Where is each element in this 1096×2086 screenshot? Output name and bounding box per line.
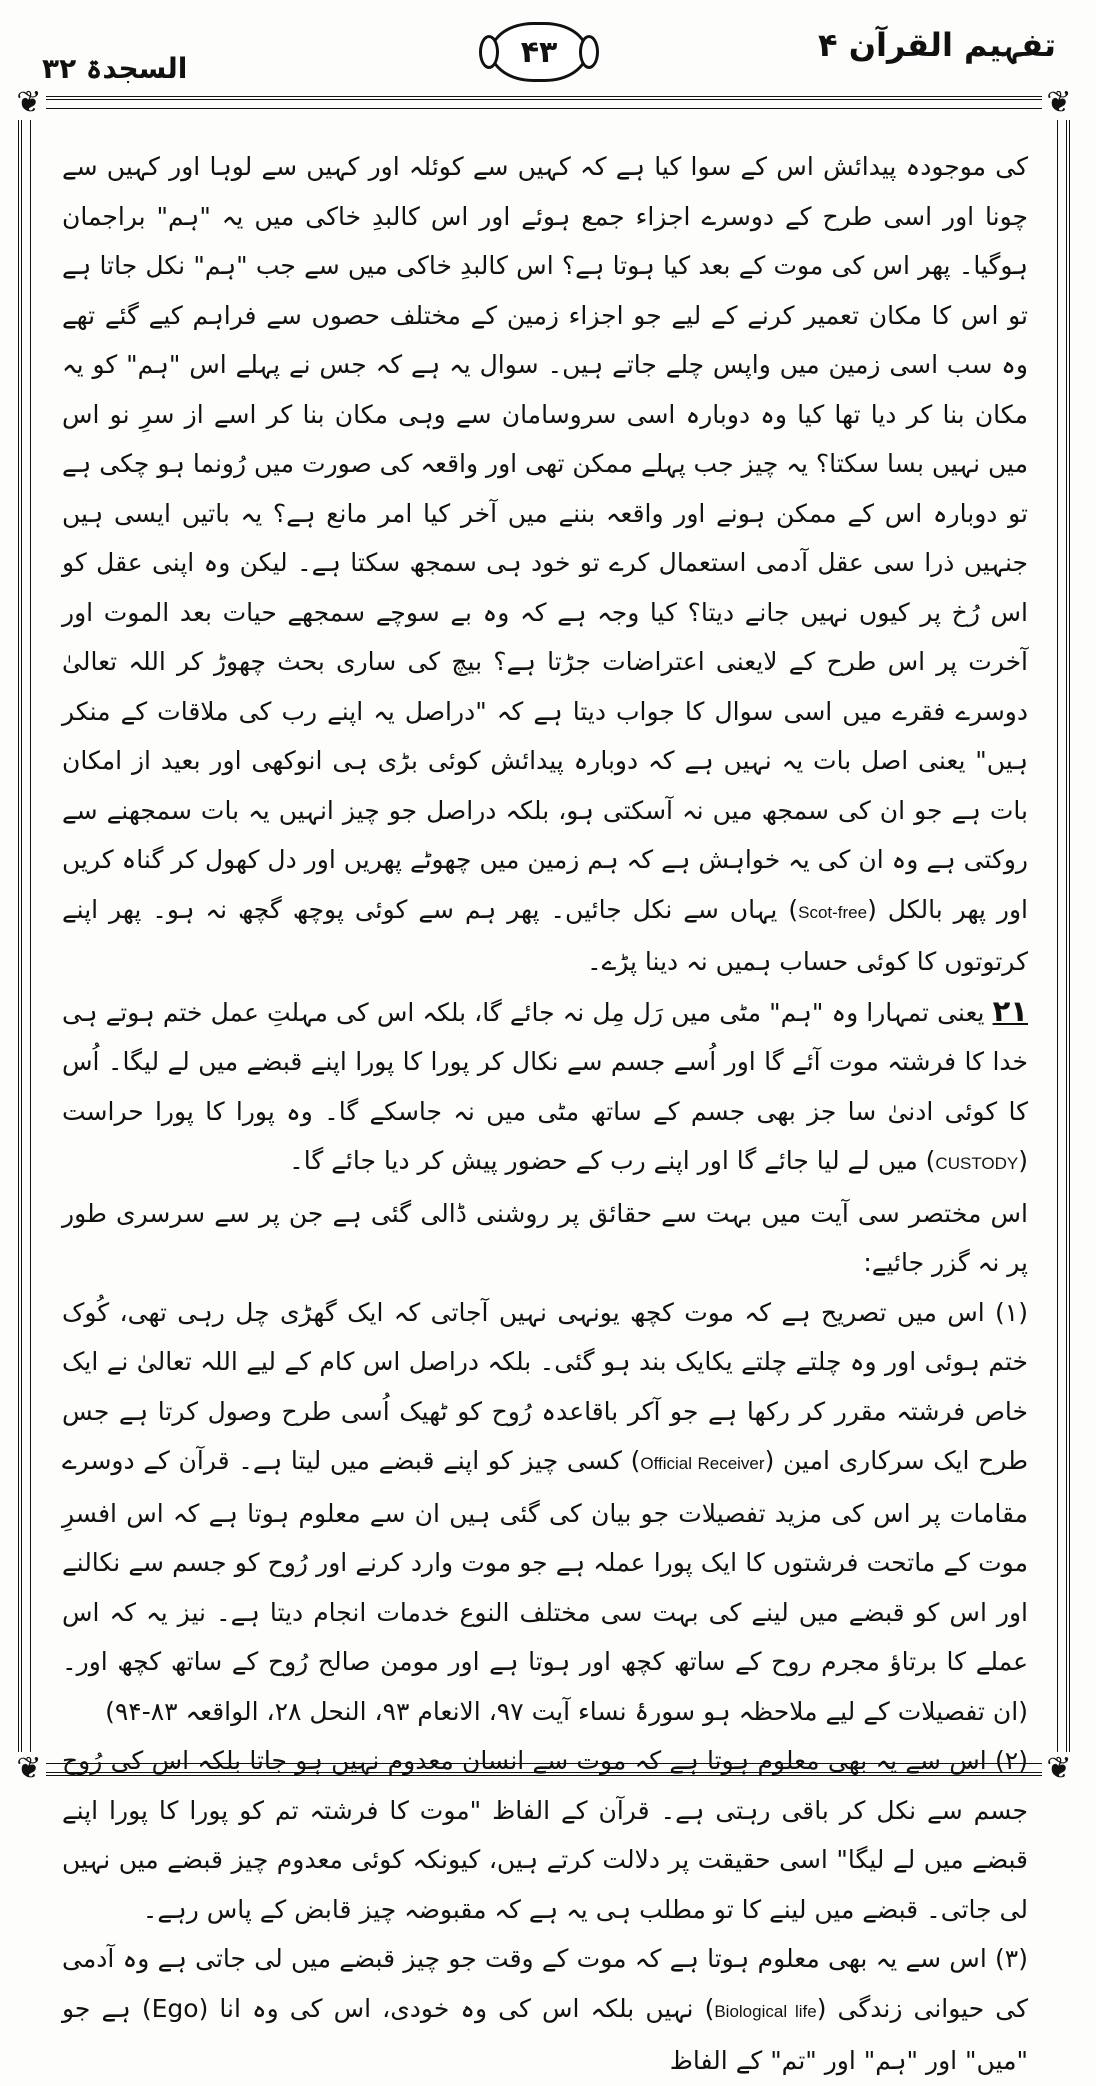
corner-ornament-icon: ❦ <box>1042 1752 1076 1786</box>
paragraph: کی موجودہ پیدائش اس کے سوا کیا ہے کہ کہیں سے کوئلہ اور کہیں سے لوہا اور کہیں سے چونا اور اسی طرح کے دوسرے اجزاء جمع ہوئے اور اس کالبدِ خاکی میں یہ "ہم" براجمان ہوگیا۔ پھر اس کی موت کے بعد کیا ہوتا ہے؟ اس کالبدِ خاکی میں سے جب "ہم" نکل جاتا ہے تو اس کا مکان تعمیر کرنے کے لیے جو اجزاء زمین کے مختلف حصوں سے فراہم کیے گئے تھے وہ سب اسی زمین میں واپس چلے جاتے ہیں۔ سوال یہ ہے کہ جس نے پہلے اس "ہم" کو یہ مکان بنا کر دیا تھا کیا وہ دوبارہ اسی سروسامان سے وہی مکان بنا کر اسے از سرِ نو اس میں نہیں بسا سکتا؟ یہ چیز جب پہلے ممکن تھی اور واقعہ کی صورت میں رُونما ہو چکی ہے تو دوبارہ اس کے ممکن ہونے اور واقعہ بننے میں آخر کیا امر مانع ہے؟ یہ باتیں ایسی ہیں جنہیں ذرا سی عقل آدمی استعمال کرے تو خود ہی سمجھ سکتا ہے۔ لیکن وہ اپنی عقل کو اس رُخ پر کیوں نہیں جانے دیتا؟ کیا وجہ ہے کہ وہ بے سوچے سمجھے حیات بعد الموت اور آخرت پر اس طرح کے لایعنی اعتراضات جڑتا ہے؟ بیچ کی ساری بحث چھوڑ کر اللہ تعالیٰ دوسرے فقرے میں اسی سوال کا جواب دیتا ہے کہ "دراصل یہ اپنے رب کی ملاقات کے منکر ہیں" یعنی اصل بات یہ نہیں ہے کہ دوبارہ پیدائش کوئی بڑی ہی انوکھی اور بعید از امکان بات ہے جو ان کی سمجھ میں نہ آسکتی ہو، بلکہ دراصل جو چیز انہیں یہ بات سمجھنے سے روکتی ہے وہ ان کی یہ خواہش ہے کہ ہم زمین میں چھوٹے پھریں اور دل کھول کر گناہ کریں اور پھر بالکل (Scot-free) یہاں سے نکل جائیں۔ پھر ہم سے کوئی پوچھ گچھ نہ ہو۔ پھر اپنے کرتوتوں کا کوئی حساب ہمیں نہ دینا پڑے۔ <box>62 152 1028 976</box>
footnote-number: ۲۱ <box>992 993 1028 1028</box>
paragraph: اس مختصر سی آیت میں بہت سے حقائق پر روشنی ڈالی گئی ہے جن پر سے سرسری طور پر نہ گزر جائیے: <box>62 1198 1028 1277</box>
english-term: Official Receiver <box>640 1454 765 1473</box>
paragraph: (۳) اس سے یہ بھی معلوم ہوتا ہے کہ موت کے وقت جو چیز قبضے میں لی جاتی ہے وہ آدمی کی حیوانی زندگی (Biological life) نہیں بلکہ اس کی وہ خودی، اس کی وہ انا (Ego) ہے جو "میں" اور "ہم" اور "تم" کے الفاظ <box>62 1944 1028 2075</box>
paragraph: (۲) اس سے یہ بھی معلوم ہوتا ہے کہ موت سے انسان معدوم نہیں ہو جاتا بلکہ اس کی رُوح جسم سے نکل کر باقی رہتی ہے۔ قرآن کے الفاظ "موت کا فرشتہ تم کو پورا کا پورا اپنے قبضے میں لے لیگا" اسی حقیقت پر دلالت کرتے ہیں، کیونکہ کوئی معدوم چیز قبضے میں نہیں لی جاتی۔ قبضے میں لینے کا تو مطلب ہی یہ ہے کہ مقبوضہ چیز قابض کے پاس رہے۔ <box>62 1746 1028 1924</box>
commentary-text <box>62 142 1028 2086</box>
paragraph: (۱) اس میں تصریح ہے کہ موت کچھ یونہی نہیں آجاتی کہ ایک گھڑی چل رہی تھی، کُوک ختم ہوئی اور وہ چلتے چلتے یکایک بند ہو گئی۔ بلکہ دراصل اس کام کے لیے اللہ تعالیٰ نے ایک خاص فرشتہ مقرر کر رکھا ہے جو آکر باقاعدہ رُوح کو ٹھیک اُسی طرح وصول کرتا ہے جس طرح ایک سرکاری امین (Official Receiver) کسی چیز کو اپنے قبضے میں لیتا ہے۔ قرآن کے دوسرے مقامات پر اس کی مزید تفصیلات جو بیان کی گئی ہیں ان سے معلوم ہوتا ہے کہ اس افسرِ موت کے ماتحت فرشتوں کا ایک پورا عملہ ہے جو موت وارد کرنے اور رُوح کو جسم سے نکالنے اور اس کو قبضے میں لینے کی بہت سی مختلف النوع خدمات انجام دیتا ہے۔ نیز یہ کہ اس عملے کا برتاؤ مجرم روح کے ساتھ کچھ اور ہوتا ہے اور مومن صالح رُوح کے ساتھ کچھ اور۔ (ان تفصیلات کے لیے ملاحظہ ہو سورۂ نساء آیت ۹۷، الانعام ۹۳، النحل ۲۸، الواقعہ ۸۳-۹۴) <box>62 1297 1029 1726</box>
english-term: Biological life <box>714 2001 817 2021</box>
corner-ornament-icon: ❦ <box>12 1752 46 1786</box>
corner-ornament-icon: ❦ <box>1042 86 1076 120</box>
page-header <box>0 0 1096 100</box>
paragraph: ۲۱ یعنی تمہارا وہ "ہم" مٹی میں رَل مِل نہ جائے گا، بلکہ اس کی مہلتِ عمل ختم ہوتے ہی خدا کا فرشتہ موت آئے گا اور اُسے جسم سے نکال کر پورا کا پورا اپنے قبضے میں لے لیگا۔ اُس کا کوئی ادنیٰ سا جز بھی جسم کے ساتھ مٹی میں نہ جاسکے گا۔ وہ پورا کا پورا حراست (CUSTODY) میں لے لیا جائے گا اور اپنے رب کے حضور پیش کر دیا جائے گا۔ <box>62 993 1028 1175</box>
english-term: CUSTODY <box>935 1154 1019 1173</box>
page-number-badge: ۴۳ <box>490 22 588 82</box>
corner-ornament-icon: ❦ <box>12 86 46 120</box>
english-term: Scot-free <box>798 902 868 922</box>
surah-name: السجدۃ ۳۲ <box>42 52 188 85</box>
book-title: تفہیم القرآن ۴ <box>818 26 1056 64</box>
